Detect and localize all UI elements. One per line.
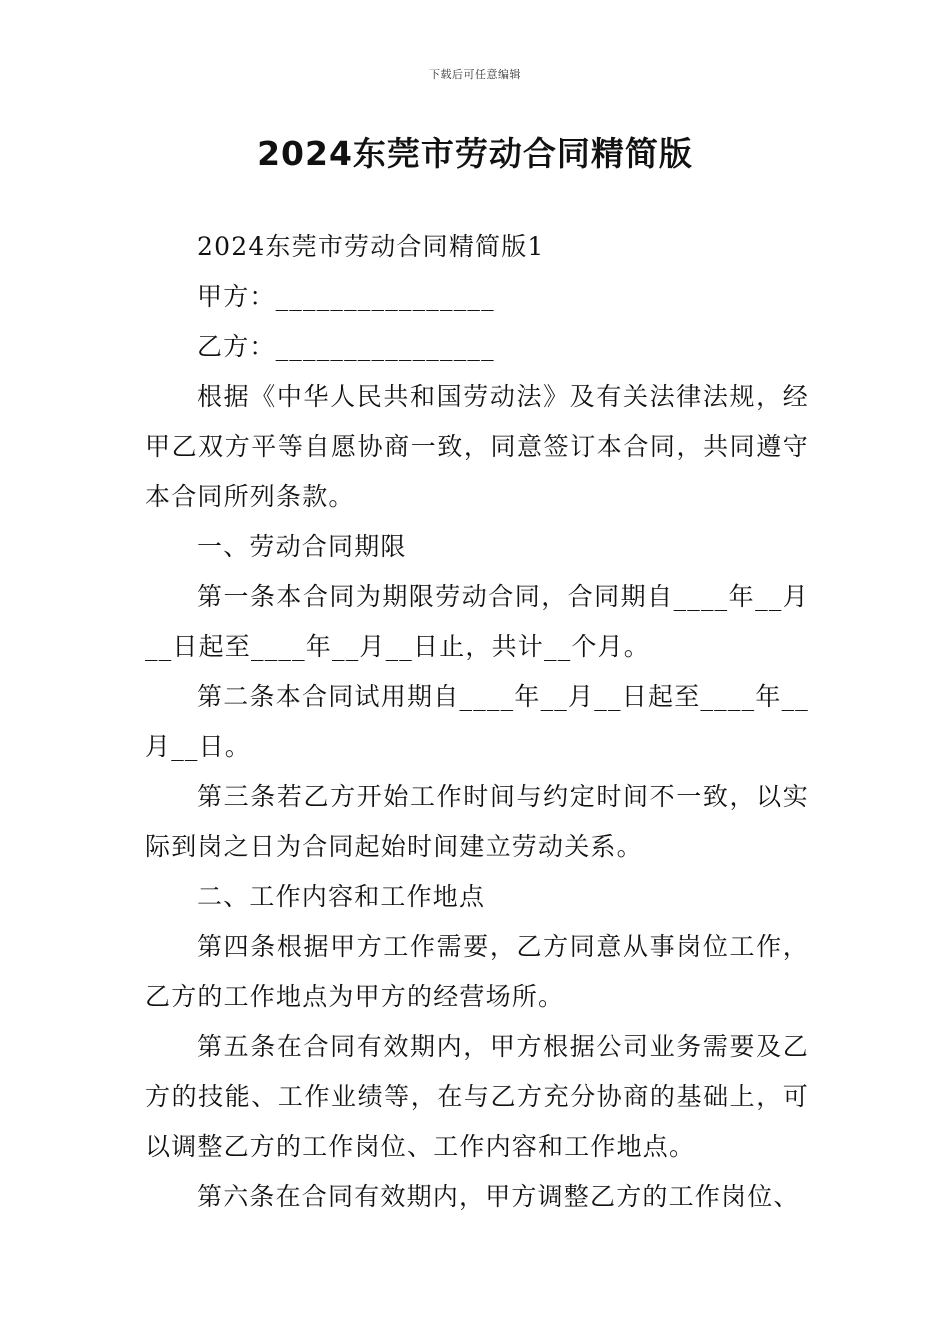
article-2: 第二条本合同试用期自____年__月__日起至____年__月__日。 <box>145 682 809 761</box>
article-4: 第四条根据甲方工作需要，乙方同意从事岗位工作，乙方的工作地点为甲方的经营场所。 <box>145 932 809 1011</box>
party-a-line: 甲方：________________ <box>197 282 495 311</box>
header-note: 下载后可任意编辑 <box>429 68 521 81</box>
article-1: 第一条本合同为期限劳动合同，合同期自____年__月__日起至____年__月__日止，共计__个月。 <box>145 582 809 661</box>
section-heading-term: 一、劳动合同期限 <box>197 532 407 561</box>
article-3: 第三条若乙方开始工作时间与约定时间不一致，以实际到岗之日为合同起始时间建立劳动关系。 <box>145 782 809 861</box>
preamble-paragraph: 根据《中华人民共和国劳动法》及有关法律法规，经甲乙双方平等自愿协商一致，同意签订本合同，共同遵守本合同所列条款。 <box>145 382 809 511</box>
document-body <box>145 222 809 1222</box>
section-heading-work: 二、工作内容和工作地点 <box>197 882 486 911</box>
article-5: 第五条在合同有效期内，甲方根据公司业务需要及乙方的技能、工作业绩等，在与乙方充分协商的基础上，可以调整乙方的工作岗位、工作内容和工作地点。 <box>145 1032 809 1161</box>
document-title: 2024东莞市劳动合同精简版 <box>257 134 693 173</box>
article-6: 第六条在合同有效期内，甲方调整乙方的工作岗位、 <box>197 1182 800 1211</box>
subtitle-paragraph: 2024东莞市劳动合同精简版1 <box>197 232 545 261</box>
party-b-line: 乙方：________________ <box>197 332 495 361</box>
